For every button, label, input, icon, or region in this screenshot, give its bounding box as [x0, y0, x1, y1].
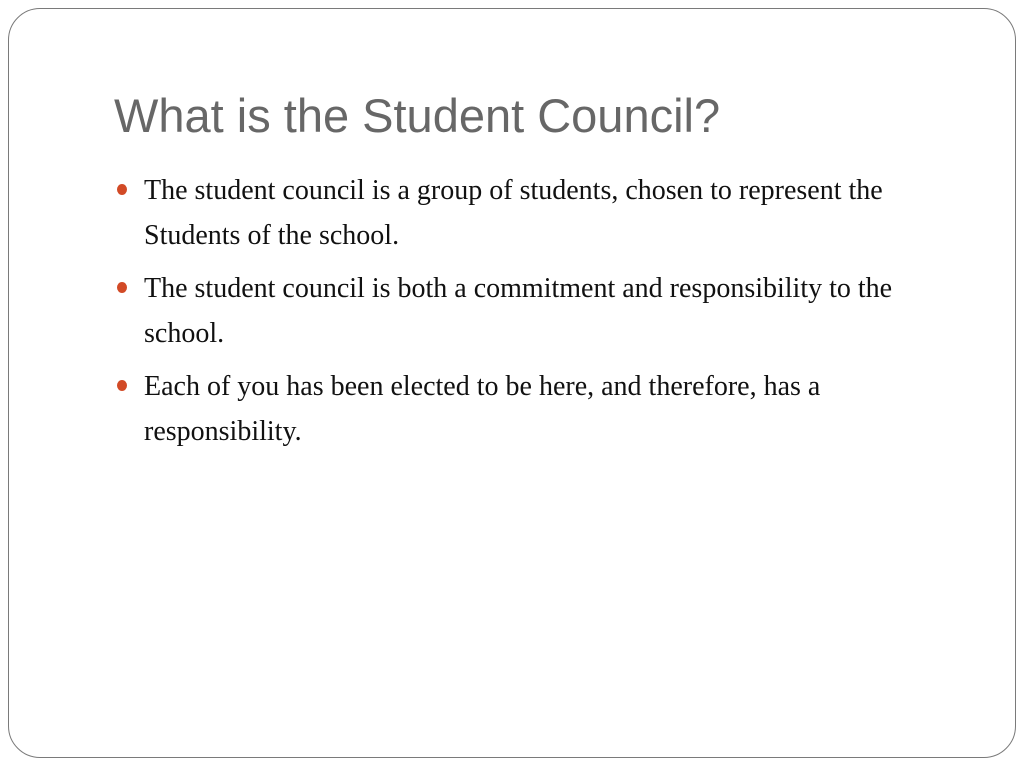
bullet-icon [117, 282, 127, 293]
slide-title: What is the Student Council? [114, 89, 721, 142]
bullet-item [116, 168, 966, 258]
bullet-icon [117, 380, 127, 391]
bullet-text: The student council is both a commitment and responsibility to the school. [144, 273, 893, 349]
bullet-text: Each of you has been elected to be here, and therefore, has a responsibility. [144, 371, 821, 447]
bullet-icon [117, 184, 127, 195]
bullet-list [116, 168, 966, 462]
bullet-item [116, 364, 966, 454]
bullet-item [116, 266, 966, 356]
bullet-text: The student council is a group of students, chosen to represent the Students of the school. [144, 175, 883, 251]
